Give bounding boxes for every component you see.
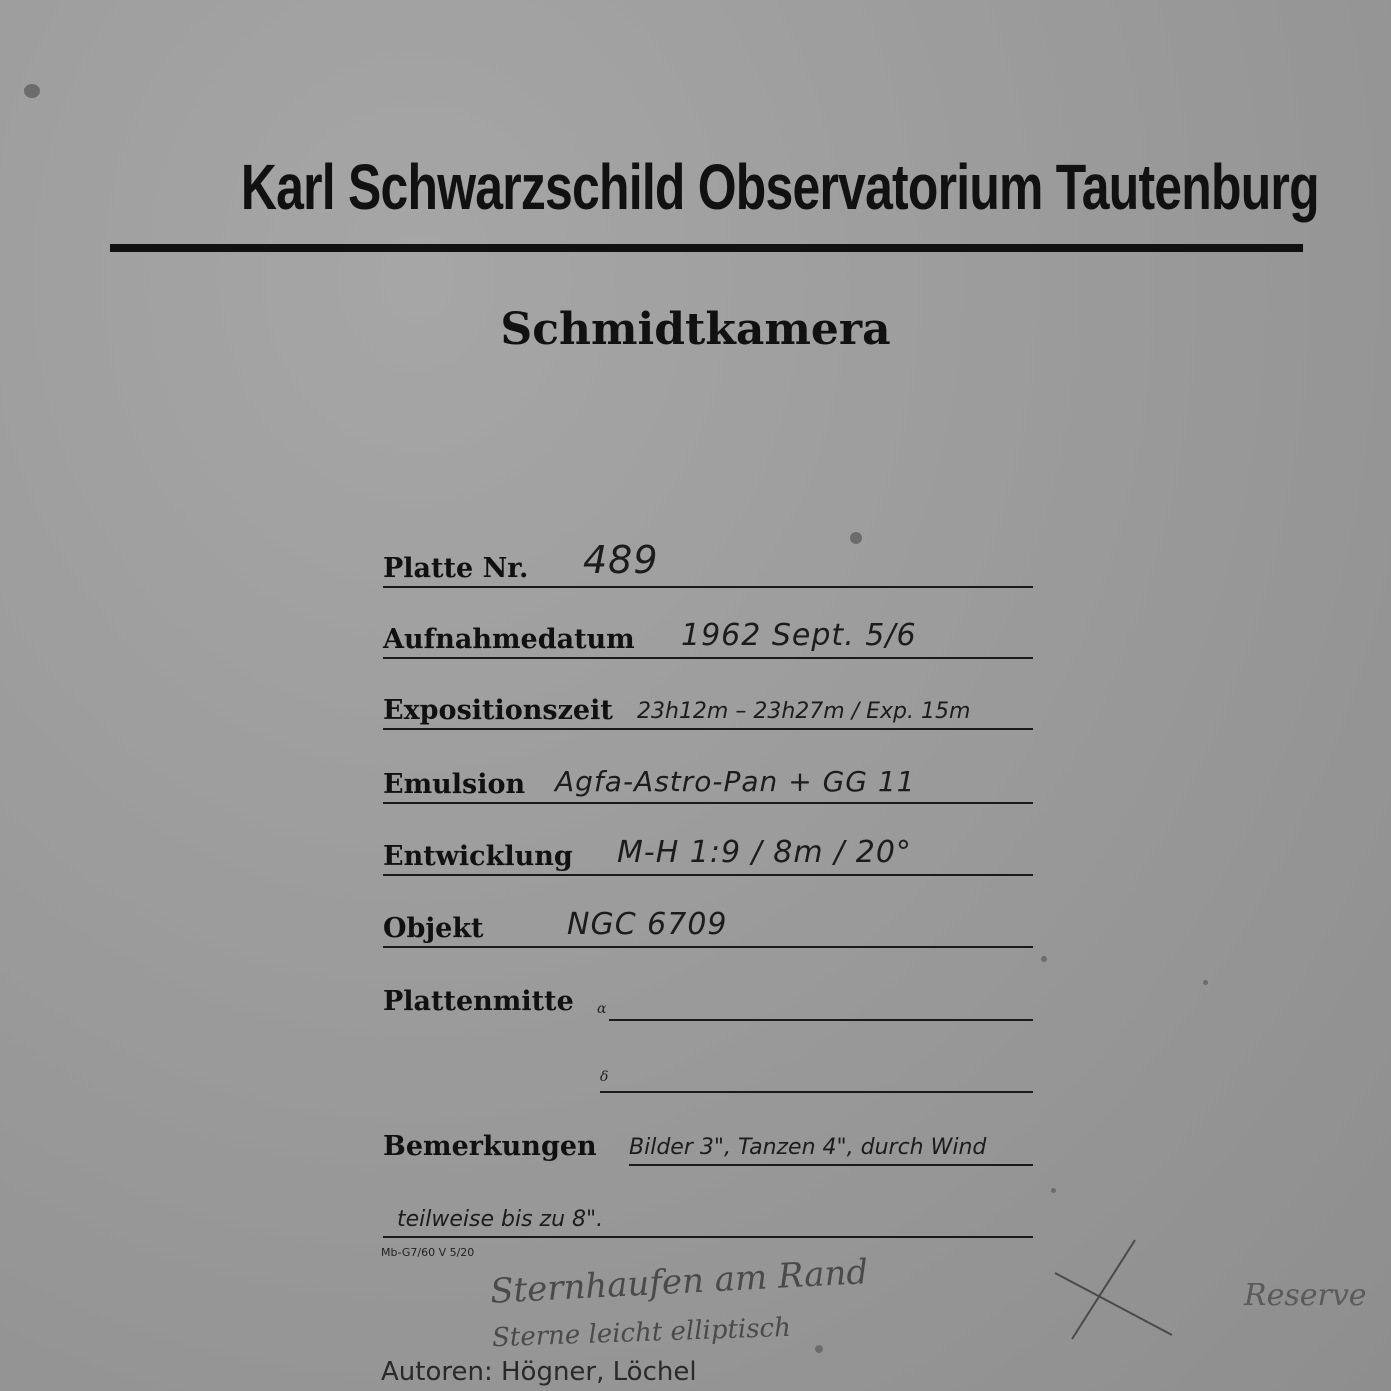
field-emulsion: [383, 764, 1033, 804]
field-label: Objekt: [383, 913, 484, 944]
paper-speck: [1041, 956, 1047, 962]
paper-speck: [1203, 980, 1208, 985]
field-remarks: [383, 1126, 1033, 1166]
paper-speck: [850, 532, 862, 544]
delta-mark: δ: [600, 1069, 609, 1085]
field-line: [383, 586, 1033, 588]
field-plate-number: [383, 538, 1033, 588]
field-value: Agfa-Astro-Pan + GG 11: [555, 765, 916, 798]
delta-line: [600, 1091, 1033, 1093]
paper-speck: [24, 84, 40, 98]
field-label: Platte Nr.: [383, 553, 529, 584]
field-value: Bilder 3", Tanzen 4", durch Wind: [629, 1135, 987, 1160]
paper-speck: [1051, 1188, 1056, 1193]
field-line: [383, 946, 1033, 948]
field-value: teilweise bis zu 8".: [397, 1207, 604, 1232]
field-line: [383, 728, 1033, 730]
form-code: Mb-G7/60 V 5/20: [381, 1246, 475, 1259]
field-line: [383, 874, 1033, 876]
field-plate-center: [383, 981, 1033, 1021]
field-line: [383, 657, 1033, 659]
field-label: Entwicklung: [383, 841, 573, 872]
field-label: Expositionszeit: [383, 695, 613, 726]
paper-speck: [815, 1345, 823, 1353]
pencil-note-reserve: Reserve: [1244, 1278, 1367, 1313]
field-exposure: [383, 690, 1033, 730]
pencil-note-elliptical: Sterne leicht elliptisch: [491, 1312, 792, 1354]
field-value: NGC 6709: [567, 907, 728, 942]
title-rule: [110, 244, 1303, 252]
field-label: Emulsion: [383, 769, 526, 800]
pencil-cross-mark: [1050, 1235, 1180, 1345]
field-remarks-continued: [383, 1198, 1033, 1238]
institution-title: Karl Schwarzschild Observatorium Tautenburg: [240, 151, 1319, 223]
field-value: M-H 1:9 / 8m / 20°: [617, 835, 912, 870]
authors-note: Autoren: Högner, Löchel: [381, 1357, 697, 1387]
field-value: 489: [583, 538, 659, 582]
field-date: [383, 619, 1033, 659]
pencil-note-cluster: Sternhaufen am Rand: [489, 1252, 870, 1312]
instrument-title: Schmidtkamera: [500, 304, 891, 355]
alpha-mark: α: [597, 1001, 607, 1017]
field-value: 23h12m – 23h27m / Exp. 15m: [637, 699, 971, 724]
field-line: [383, 1236, 1033, 1238]
field-object: [383, 908, 1033, 948]
field-line: [383, 802, 1033, 804]
field-line: [609, 1019, 1033, 1021]
field-development: [383, 836, 1033, 876]
field-label: Bemerkungen: [383, 1131, 597, 1162]
field-label: Plattenmitte: [383, 986, 574, 1017]
field-label: Aufnahmedatum: [383, 624, 635, 655]
field-line: [629, 1164, 1033, 1166]
field-value: 1962 Sept. 5/6: [681, 618, 917, 653]
